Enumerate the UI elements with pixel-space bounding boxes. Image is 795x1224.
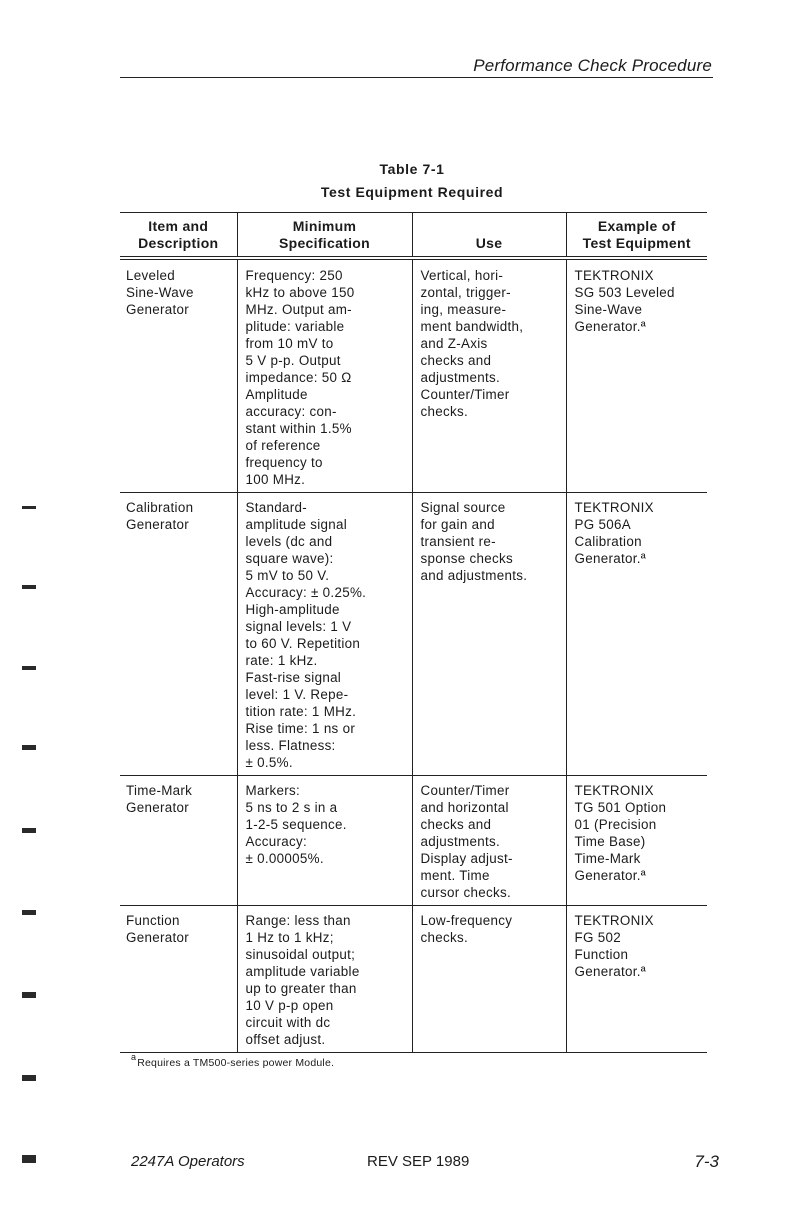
header-line: Specification bbox=[278, 235, 371, 251]
cell-line: Amplitude bbox=[245, 387, 308, 402]
cell-line: frequency to bbox=[245, 455, 323, 470]
cell-line: Time-Mark bbox=[126, 783, 193, 798]
cell-line: Signal source bbox=[420, 500, 506, 515]
cell-line: 100 MHz. bbox=[245, 472, 306, 487]
cell-line: checks and bbox=[420, 817, 492, 832]
cell-line: zontal, trigger- bbox=[420, 285, 511, 300]
cell-line: checks. bbox=[420, 930, 468, 945]
cell-line: to 60 V. Repetition bbox=[245, 636, 361, 651]
cell-line: offset adjust. bbox=[245, 1032, 326, 1047]
header-line: Description bbox=[138, 235, 219, 251]
example-equipment-cell bbox=[566, 906, 707, 1053]
cell-line: sponse checks bbox=[420, 551, 513, 566]
test-equipment-table bbox=[120, 212, 707, 1053]
use-cell bbox=[412, 258, 566, 493]
minimum-specification-cell bbox=[237, 493, 412, 776]
column-header-use bbox=[412, 213, 566, 259]
cell-line: ment. Time bbox=[420, 868, 490, 883]
cell-line: Counter/Timer bbox=[420, 387, 510, 402]
cell-line: cursor checks. bbox=[420, 885, 512, 900]
cell-line: stant within 1.5% bbox=[245, 421, 352, 436]
cell-line: Range: less than bbox=[245, 913, 351, 928]
cell-line: Display adjust- bbox=[420, 851, 513, 866]
cell-line: amplitude signal bbox=[245, 517, 348, 532]
section-header: Performance Check Procedure bbox=[473, 56, 712, 75]
footer-manual-title: 2247A Operators bbox=[131, 1153, 245, 1170]
cell-line: 1 Hz to 1 kHz; bbox=[245, 930, 334, 945]
cell-line: Low-frequency bbox=[420, 913, 513, 928]
table-footnote bbox=[131, 1052, 334, 1069]
cell-line: Frequency: 250 bbox=[245, 268, 343, 283]
cell-line: Rise time: 1 ns or bbox=[245, 721, 356, 736]
header-line: Example of bbox=[597, 218, 676, 234]
table-row bbox=[120, 493, 707, 776]
cell-line: TEKTRONIX bbox=[574, 783, 654, 798]
cell-line: FG 502 bbox=[574, 930, 621, 945]
item-description-cell bbox=[120, 493, 237, 776]
cell-line: 01 (Precision bbox=[574, 817, 657, 832]
cell-line: Generator bbox=[126, 517, 189, 532]
cell-line: accuracy: con- bbox=[245, 404, 337, 419]
cell-line: less. Flatness: bbox=[245, 738, 336, 753]
cell-line: amplitude variable bbox=[245, 964, 360, 979]
cell-line: Generator.ª bbox=[574, 319, 647, 334]
table-row bbox=[120, 906, 707, 1053]
cell-line: Generator.ª bbox=[574, 964, 647, 979]
cell-line: Accuracy: bbox=[245, 834, 307, 849]
column-header-example bbox=[566, 213, 707, 259]
cell-line: rate: 1 kHz. bbox=[245, 653, 318, 668]
example-equipment-cell bbox=[566, 258, 707, 493]
cell-line: levels (dc and bbox=[245, 534, 333, 549]
cell-line: Fast-rise signal bbox=[245, 670, 342, 685]
footnote-marker: a bbox=[131, 1052, 137, 1062]
cell-line: ment bandwidth, bbox=[420, 319, 524, 334]
cell-line: tition rate: 1 MHz. bbox=[245, 704, 357, 719]
column-header-item bbox=[120, 213, 237, 259]
table-body bbox=[120, 258, 707, 1053]
cell-line: signal levels: 1 V bbox=[245, 619, 352, 634]
cell-line: Leveled bbox=[126, 268, 176, 283]
page-number: 7-3 bbox=[694, 1152, 719, 1171]
header-line: Use bbox=[475, 235, 503, 251]
cell-line: Generator bbox=[126, 302, 189, 317]
cell-line: Generator bbox=[126, 930, 189, 945]
cell-line: impedance: 50 Ω bbox=[245, 370, 352, 385]
cell-line: Standard- bbox=[245, 500, 308, 515]
cell-line: Function bbox=[574, 947, 629, 962]
cell-line: Time Base) bbox=[574, 834, 646, 849]
table-row bbox=[120, 776, 707, 906]
cell-line: Sine-Wave bbox=[574, 302, 643, 317]
header-line: Test Equipment bbox=[582, 235, 691, 251]
use-cell bbox=[412, 776, 566, 906]
example-equipment-cell bbox=[566, 493, 707, 776]
cell-line: Accuracy: ± 0.25%. bbox=[245, 585, 367, 600]
cell-line: MHz. Output am- bbox=[245, 302, 352, 317]
table-title: Test Equipment Required bbox=[320, 184, 504, 200]
cell-line: Counter/Timer bbox=[420, 783, 510, 798]
cell-line: SG 503 Leveled bbox=[574, 285, 675, 300]
cell-line: Generator.ª bbox=[574, 551, 647, 566]
footer-revision: REV SEP 1989 bbox=[367, 1153, 470, 1170]
header-rule bbox=[120, 77, 713, 78]
use-cell bbox=[412, 906, 566, 1053]
cell-line: TEKTRONIX bbox=[574, 500, 654, 515]
item-description-cell bbox=[120, 258, 237, 493]
cell-line: TEKTRONIX bbox=[574, 913, 654, 928]
cell-line: Calibration bbox=[574, 534, 642, 549]
cell-line: from 10 mV to bbox=[245, 336, 334, 351]
cell-line: circuit with dc bbox=[245, 1015, 331, 1030]
table-number: Table 7-1 bbox=[379, 161, 445, 177]
binding-edge-marks bbox=[18, 0, 46, 1224]
cell-line: and horizontal bbox=[420, 800, 509, 815]
cell-line: Markers: bbox=[245, 783, 300, 798]
header-line: Minimum bbox=[292, 218, 357, 234]
cell-line: plitude: variable bbox=[245, 319, 345, 334]
cell-line: for gain and bbox=[420, 517, 495, 532]
minimum-specification-cell bbox=[237, 776, 412, 906]
cell-line: checks and bbox=[420, 353, 492, 368]
cell-line: ing, measure- bbox=[420, 302, 507, 317]
cell-line: Calibration bbox=[126, 500, 194, 515]
cell-line: adjustments. bbox=[420, 370, 501, 385]
cell-line: Time-Mark bbox=[574, 851, 641, 866]
cell-line: of reference bbox=[245, 438, 321, 453]
cell-line: kHz to above 150 bbox=[245, 285, 355, 300]
cell-line: sinusoidal output; bbox=[245, 947, 356, 962]
cell-line: 10 V p-p open bbox=[245, 998, 334, 1013]
cell-line: checks. bbox=[420, 404, 468, 419]
cell-line: 5 ns to 2 s in a bbox=[245, 800, 338, 815]
cell-line: Sine-Wave bbox=[126, 285, 194, 300]
header-line: Item and bbox=[148, 218, 209, 234]
cell-line: ± 0.5%. bbox=[245, 755, 293, 770]
use-cell bbox=[412, 493, 566, 776]
cell-line: PG 506A bbox=[574, 517, 631, 532]
item-description-cell bbox=[120, 776, 237, 906]
minimum-specification-cell bbox=[237, 258, 412, 493]
example-equipment-cell bbox=[566, 776, 707, 906]
column-header-specification bbox=[237, 213, 412, 259]
cell-line: transient re- bbox=[420, 534, 496, 549]
cell-line: High-amplitude bbox=[245, 602, 340, 617]
table-header-row bbox=[120, 213, 707, 259]
footnote-text: Requires a TM500-series power Module. bbox=[137, 1057, 335, 1069]
cell-line: Vertical, hori- bbox=[420, 268, 504, 283]
cell-line: 5 mV to 50 V. bbox=[245, 568, 330, 583]
cell-line: ± 0.00005%. bbox=[245, 851, 324, 866]
cell-line: Function bbox=[126, 913, 180, 928]
cell-line: TEKTRONIX bbox=[574, 268, 654, 283]
cell-line: level: 1 V. Repe- bbox=[245, 687, 349, 702]
cell-line: square wave): bbox=[245, 551, 334, 566]
cell-line: 5 V p-p. Output bbox=[245, 353, 341, 368]
cell-line: TG 501 Option bbox=[574, 800, 667, 815]
item-description-cell bbox=[120, 906, 237, 1053]
cell-line: and adjustments. bbox=[420, 568, 528, 583]
cell-line: Generator.ª bbox=[574, 868, 647, 883]
cell-line: and Z-Axis bbox=[420, 336, 488, 351]
minimum-specification-cell bbox=[237, 906, 412, 1053]
table-row bbox=[120, 258, 707, 493]
cell-line: up to greater than bbox=[245, 981, 357, 996]
cell-line: 1-2-5 sequence. bbox=[245, 817, 347, 832]
cell-line: Generator bbox=[126, 800, 189, 815]
cell-line: adjustments. bbox=[420, 834, 501, 849]
